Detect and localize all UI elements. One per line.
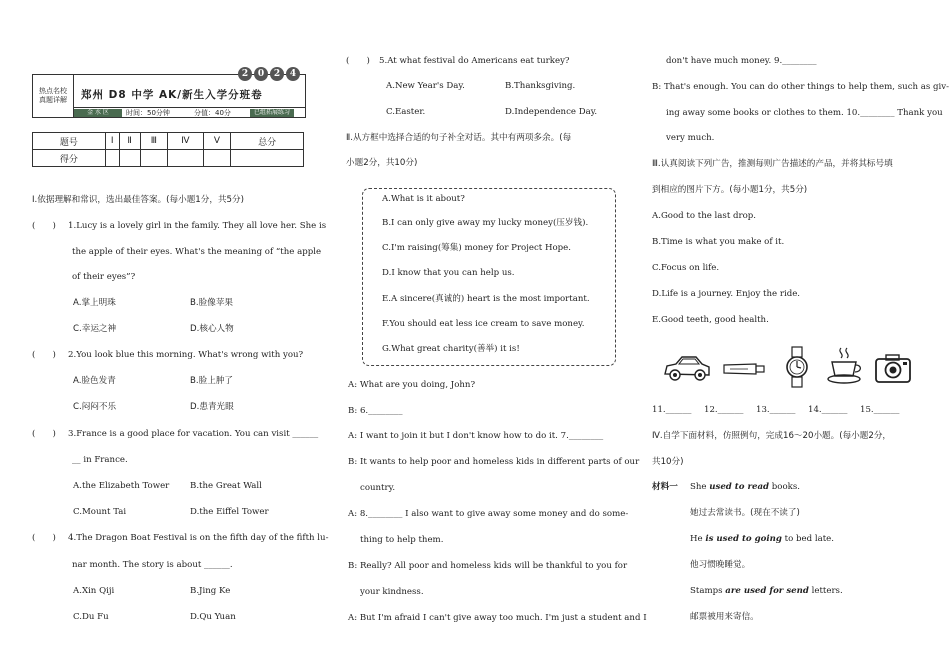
q5-option[interactable]: B.Thanksgiving. xyxy=(505,81,576,91)
score-header: Ⅲ xyxy=(140,133,168,150)
dialog-line: A: But I'm afraid I can't give away too much. I'm just a student and I xyxy=(348,613,647,623)
q2-option[interactable]: B.脸上肿了 xyxy=(190,376,234,386)
q5-option[interactable]: A.New Year's Day. xyxy=(386,81,465,91)
q3-option[interactable]: C.Mount Tai xyxy=(73,507,127,517)
section4-title-line1: Ⅳ.自学下面材料，仿照例句，完成16～20小题。(每小题2分， xyxy=(652,431,892,441)
example-translation: 她过去常读书。(现在不读了) xyxy=(690,508,800,518)
score-header: 题号 xyxy=(33,133,106,150)
picture-blank[interactable]: 11.______ xyxy=(652,405,692,415)
exam-info-bar xyxy=(74,107,305,118)
section1-title: Ⅰ.依据理解和常识，选出最佳答案。(每小题1分，共5分) xyxy=(32,195,244,205)
score-header: Ⅱ xyxy=(119,133,140,150)
example-sentence: Stamps are used for send letters. xyxy=(690,586,843,596)
dialog-line: country. xyxy=(360,483,396,493)
answer-paren[interactable]: ( ) xyxy=(32,429,56,439)
dialog-line: B: Really? All poor and homeless kids will be thankful to you for xyxy=(348,561,628,571)
q4-line2: nar month. The story is about ______. xyxy=(72,560,233,570)
ad-slogan: B.Time is what you make of it. xyxy=(652,237,785,247)
box-option: E.A sincere(真诚的) heart is the most important. xyxy=(382,294,590,304)
score-cell[interactable] xyxy=(231,150,304,167)
hot-school-badge: 热点名校 真题详解 xyxy=(33,75,74,117)
q2-line1: 2.You look blue this morning. What's wrong with you? xyxy=(68,350,304,360)
q2-option[interactable]: C.闷闷不乐 xyxy=(73,402,117,412)
dialog-line[interactable]: don't have much money. 9.________ xyxy=(666,56,817,66)
exam-score: 分值：40分 xyxy=(194,109,231,117)
example-translation: 邮票被用来寄信。 xyxy=(690,612,759,622)
q1-line1: 1.Lucy is a lovely girl in the family. They all love her. She is xyxy=(68,221,327,231)
q3-option[interactable]: A.the Elizabeth Tower xyxy=(73,481,170,491)
box-option: C.I'm raising(筹集) money for Project Hope. xyxy=(382,243,571,253)
answer-paren[interactable]: ( ) xyxy=(32,350,56,360)
picture-blank[interactable]: 13.______ xyxy=(756,405,796,415)
score-header: 总分 xyxy=(231,133,304,150)
score-row-label: 得分 xyxy=(33,150,106,167)
dialog-line[interactable]: B: 6.________ xyxy=(348,406,403,416)
q3-line1: 3.France is a good place for vacation. You can visit ______ xyxy=(68,429,319,439)
year-digit: 2 xyxy=(238,67,252,81)
exam-header xyxy=(32,69,306,118)
q2-option[interactable]: D.患青光眼 xyxy=(190,402,234,412)
material-label: 材料一 xyxy=(652,482,678,492)
score-table xyxy=(32,132,304,167)
toothpaste-icon xyxy=(722,362,766,376)
right-column xyxy=(652,0,950,672)
score-cell[interactable] xyxy=(119,150,140,167)
year-digit: 2 xyxy=(270,67,284,81)
score-header: Ⅰ xyxy=(105,133,119,150)
answer-paren[interactable]: ( ) xyxy=(32,533,56,543)
q4-option[interactable]: B.Jing Ke xyxy=(190,586,231,596)
q4-option[interactable]: A.Xin Qiji xyxy=(73,586,115,596)
q1-line3: of their eyes”? xyxy=(72,272,136,282)
score-cell[interactable] xyxy=(140,150,168,167)
score-cell[interactable] xyxy=(105,150,119,167)
dialog-line: very much. xyxy=(666,133,715,143)
q4-line1: 4.The Dragon Boat Festival is on the fifth day of the fifth lu- xyxy=(68,533,329,543)
middle-column xyxy=(346,0,647,672)
q2-option[interactable]: A.脸色发青 xyxy=(73,376,116,386)
dialog-line: your kindness. xyxy=(360,587,424,597)
section2-title-line1: Ⅱ.从方框中选择合适的句子补全对话。其中有两项多余。(每 xyxy=(346,133,572,143)
ad-slogan: E.Good teeth, good health. xyxy=(652,315,769,325)
dialog-line: A: What are you doing, John? xyxy=(348,380,476,390)
section3-title-line2: 到相应的图片下方。(每小题1分，共5分) xyxy=(652,185,808,195)
dialog-line: thing to help them. xyxy=(360,535,444,545)
box-option: F.You should eat less ice cream to save money. xyxy=(382,319,585,329)
dialog-line: B: It wants to help poor and homeless kids in different parts of our xyxy=(348,457,640,467)
left-column xyxy=(32,0,329,672)
year-digit: 4 xyxy=(286,67,300,81)
picture-blank[interactable]: 14.______ xyxy=(808,405,848,415)
box-option: D.I know that you can help us. xyxy=(382,268,515,278)
q1-option[interactable]: D.核心人物 xyxy=(190,324,234,334)
example-translation: 他习惯晚睡觉。 xyxy=(690,560,751,570)
q1-option[interactable]: C.幸运之神 xyxy=(73,324,117,334)
dialog-line[interactable]: A: 8.________ I also want to give away some money and do some- xyxy=(348,509,629,519)
dialog-line[interactable]: A: I want to join it but I don't know how to do it. 7.________ xyxy=(348,431,604,441)
box-option: A.What is it about? xyxy=(382,194,465,204)
box-option: G.What great charity(善举) it is! xyxy=(382,344,520,354)
district-tag: 金 水 区 xyxy=(74,109,122,117)
answer-paren[interactable]: ( ) xyxy=(346,56,370,66)
q5-line1: 5.At what festival do Americans eat turkey? xyxy=(379,56,570,66)
q5-option[interactable]: D.Independence Day. xyxy=(505,107,598,117)
answer-paren[interactable]: ( ) xyxy=(32,221,56,231)
car-icon xyxy=(662,352,712,384)
section4-title-line2: 共10分) xyxy=(652,457,684,467)
dialog-line[interactable]: ing away some books or clothes to them. 10.________ Thank you xyxy=(666,108,943,118)
exam-time: 时间：50分钟 xyxy=(126,109,170,117)
watch-icon xyxy=(785,346,809,388)
camera-icon xyxy=(874,352,912,384)
q3-line2: __ in France. xyxy=(72,455,128,465)
example-sentence: He is used to going to bed late. xyxy=(690,534,834,544)
q1-option[interactable]: B.脸像苹果 xyxy=(190,298,234,308)
practice-tag: 已组拓展练习 xyxy=(250,109,294,117)
score-cell[interactable] xyxy=(168,150,204,167)
score-cell[interactable] xyxy=(203,150,230,167)
dialog-line: B: That's enough. You can do other things to help them, such as giv- xyxy=(652,82,950,92)
ad-slogan: D.Life is a journey. Enjoy the ride. xyxy=(652,289,801,299)
q3-option[interactable]: B.the Great Wall xyxy=(190,481,262,491)
score-header: Ⅳ xyxy=(168,133,204,150)
ad-slogan: C.Focus on life. xyxy=(652,263,720,273)
section3-title-line1: Ⅲ.认真阅读下列广告，推测每则广告描述的产品，并将其标号填 xyxy=(652,159,893,169)
q3-option[interactable]: D.the Eiffel Tower xyxy=(190,507,269,517)
exam-title: 郑州 D8 中学 AK/新生入学分班卷 xyxy=(81,89,263,101)
q1-option[interactable]: A.掌上明珠 xyxy=(73,298,116,308)
q1-line2: the apple of their eyes. What's the meaning of “the apple xyxy=(72,247,322,257)
picture-blank[interactable]: 15.______ xyxy=(860,405,900,415)
ad-slogan: A.Good to the last drop. xyxy=(652,211,757,221)
score-header: Ⅴ xyxy=(203,133,230,150)
section2-title-line2: 小题2分，共10分) xyxy=(346,158,418,168)
q5-option[interactable]: C.Easter. xyxy=(386,107,426,117)
example-sentence: She used to read books. xyxy=(690,482,801,492)
box-option: B.I can only give away my lucky money(压岁钱). xyxy=(382,218,589,228)
q4-option[interactable]: D.Qu Yuan xyxy=(190,612,236,622)
year-digit: 0 xyxy=(254,67,268,81)
q4-option[interactable]: C.Du Fu xyxy=(73,612,109,622)
picture-blank[interactable]: 12.______ xyxy=(704,405,744,415)
coffee-icon xyxy=(824,346,864,386)
